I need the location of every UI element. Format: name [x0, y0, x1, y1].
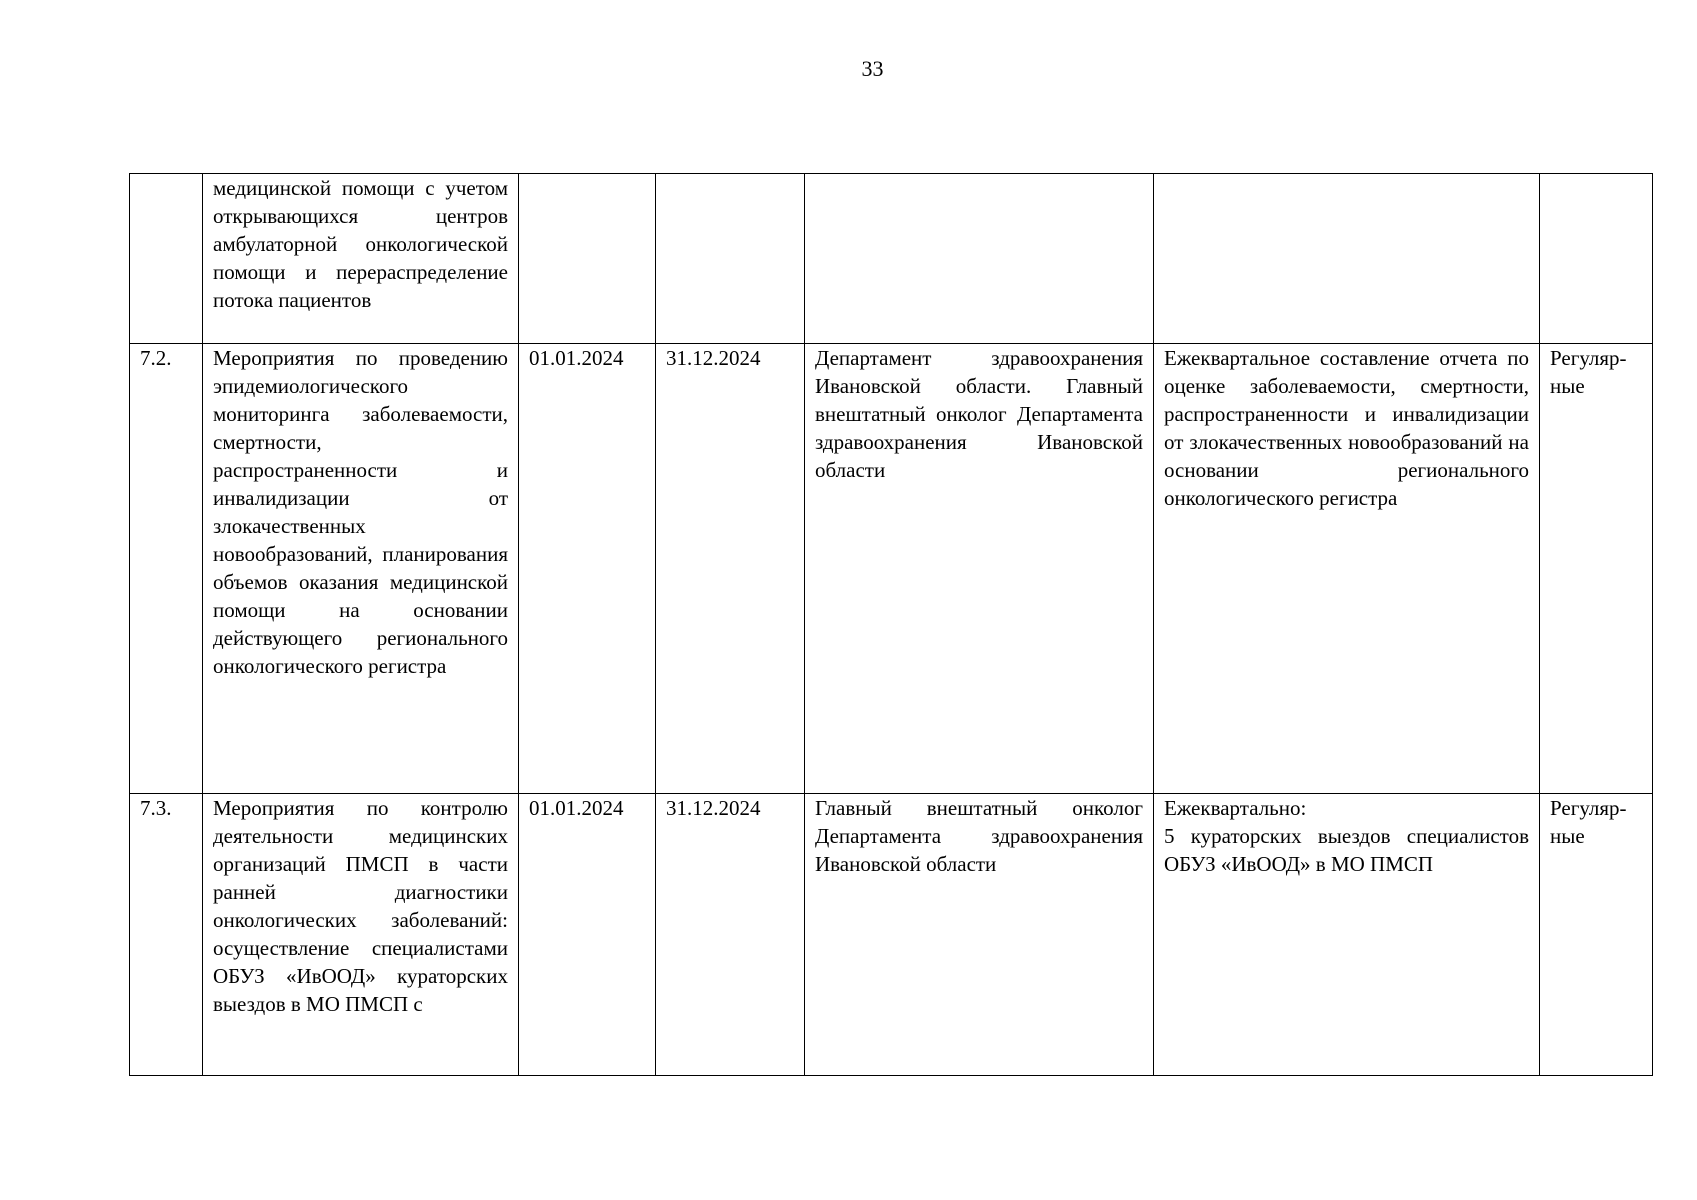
responsible-cell: Главный внештатный онколог Департамента здравоохранения Ивановской области	[805, 794, 1154, 1076]
row-number: 7.2.	[130, 344, 203, 794]
table-row	[130, 174, 1653, 344]
result-cell	[1154, 794, 1540, 1076]
table-row	[130, 794, 1653, 1076]
end-date-cell: 31.12.2024	[656, 794, 805, 1076]
frequency-cell	[1540, 174, 1653, 344]
end-date-cell	[656, 174, 805, 344]
start-date-cell: 01.01.2024	[519, 794, 656, 1076]
result-cell	[1154, 174, 1540, 344]
frequency-cell: Регуляр-ные	[1540, 344, 1653, 794]
page-number: 33	[861, 56, 884, 81]
start-date-cell	[519, 174, 656, 344]
result-cell: Ежеквартальное составление отчета по оценке заболеваемости, смертности, распространенности и инвалидизации от злокачественных новообразований на основании регионального онкологического регистра	[1154, 344, 1540, 794]
start-date-cell: 01.01.2024	[519, 344, 656, 794]
activity-cell: Мероприятия по контролю деятельности медицинских организаций ПМСП в части ранней диагностики онкологических заболеваний: осуществление специалистами ОБУЗ «ИвООД» кураторских выездов в МО ПМСП с	[203, 794, 519, 1076]
responsible-cell: Департамент здравоохранения Ивановской области. Главный внештатный онколог Департамента здравоохранения Ивановской области	[805, 344, 1154, 794]
activity-cell: Мероприятия по проведению эпидемиологического мониторинга заболеваемости, смертности, распространенности и инвалидизации от злокачественных новообразований, планирования объемов оказания медицинской помощи на основании действующего регионального онкологического регистра	[203, 344, 519, 794]
measures-table	[129, 173, 1653, 1076]
end-date-cell: 31.12.2024	[656, 344, 805, 794]
result-line: Ежеквартально:	[1164, 796, 1307, 820]
table-row	[130, 344, 1653, 794]
row-number	[130, 174, 203, 344]
activity-cell: медицинской помощи с учетом открывающихся центров амбулаторной онкологической помощи и перераспределение потока пациентов	[203, 174, 519, 344]
responsible-cell	[805, 174, 1154, 344]
row-number: 7.3.	[130, 794, 203, 1076]
frequency-cell: Регуляр-ные	[1540, 794, 1653, 1076]
result-line: 5 кураторских выездов специалистов ОБУЗ «ИвООД» в МО ПМСП	[1164, 824, 1529, 876]
